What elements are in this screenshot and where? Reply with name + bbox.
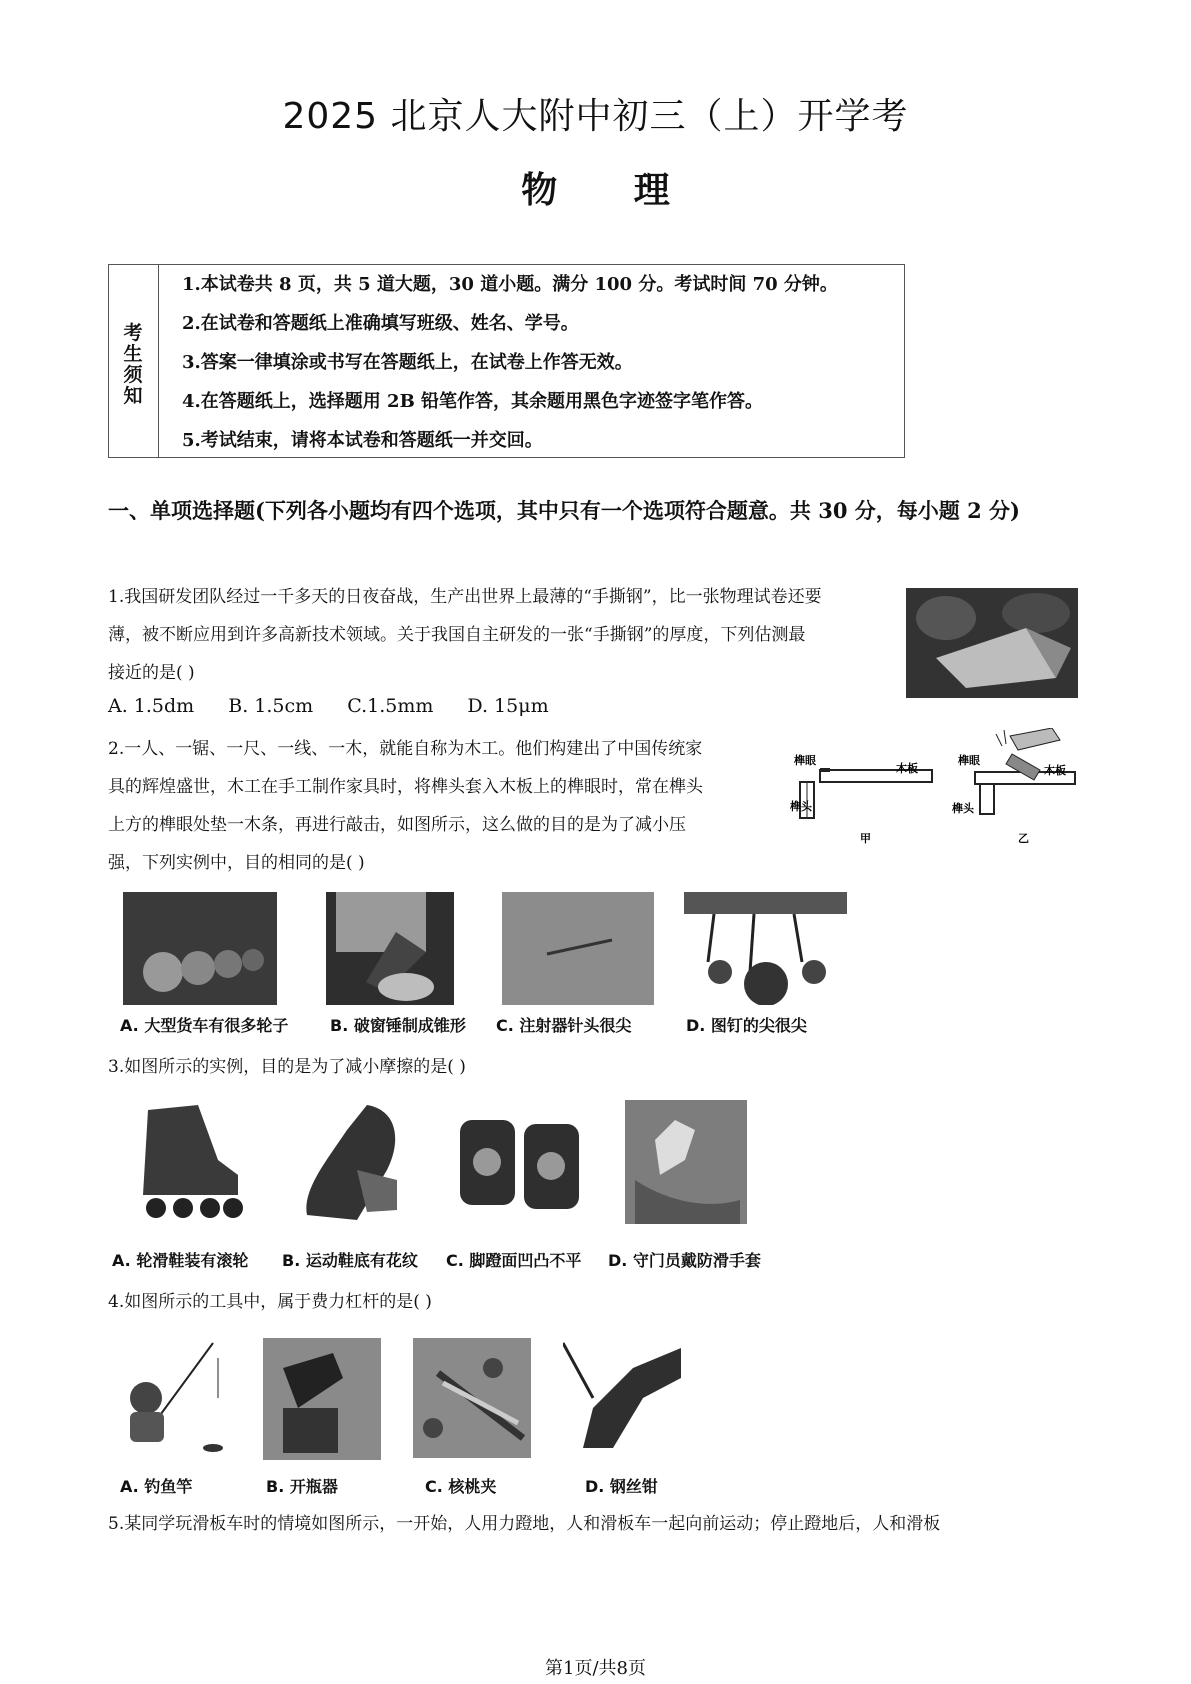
question-4: 4.如图所示的工具中，属于费力杠杆的是( ) [108,1292,432,1312]
label-jia: 甲 [860,832,871,845]
caption-q2-d[interactable]: D. 图钉的尖很尖 [686,1016,807,1035]
option-d[interactable]: D. 15μm [467,695,549,717]
label-mortise: 榫眼 [958,754,980,767]
notice-item: 4.在答题纸上，选择题用 2B 铅笔作答，其余题用黑色字迹签字笔作答。 [182,391,764,412]
caption-q3-c[interactable]: C. 脚蹬面凹凸不平 [446,1251,582,1270]
page-number: 第1页/共8页 [545,1658,646,1679]
label-yi: 乙 [1018,832,1029,845]
caption-q2-b[interactable]: B. 破窗锤制成锥形 [330,1016,466,1035]
label-tenon: 榫头 [952,802,974,815]
question-2-line: 2.一人、一锯、一尺、一线、一木，就能自称为木工。他们构建出了中国传统家 [108,739,703,759]
truck-wheels-photo [123,892,277,1005]
caption-q3-d[interactable]: D. 守门员戴防滑手套 [608,1251,761,1270]
label-board: 木板 [1044,764,1066,777]
notice-side-char: 生 [123,343,143,365]
nutcracker-sketch [413,1338,531,1458]
bottle-opener-photo [263,1338,381,1460]
question-1-options [108,695,577,717]
question-1-line: 1.我国研发团队经过一千多天的日夜奋战，生产出世界上最薄的“手撕钢”，比一张物理试卷还要 [108,587,822,607]
notice-item: 2.在试卷和答题纸上准确填写班级、姓名、学号。 [182,313,579,334]
caption-q2-a[interactable]: A. 大型货车有很多轮子 [120,1016,289,1035]
notice-side-char: 考 [123,322,143,344]
question-2-line: 强，下列实例中，目的相同的是( ) [108,853,365,873]
window-hammer-photo [326,892,454,1005]
roller-skate-photo [128,1100,252,1220]
goalkeeper-gloves-photo [625,1100,747,1224]
option-a[interactable]: A. 1.5dm [108,695,195,717]
caption-q4-a[interactable]: A. 钓鱼竿 [120,1477,193,1496]
syringe-needle-photo [502,892,654,1005]
fishing-rod-photo [118,1338,234,1456]
truck-wheels-sketch [123,892,277,1005]
pliers-photo [563,1338,681,1458]
pliers-sketch [563,1338,681,1458]
window-hammer-sketch [326,892,454,1005]
notice-items [182,269,838,464]
question-2-line: 具的辉煌盛世，木工在手工制作家具时，将榫头套入木板上的榫眼时，常在榫头 [108,777,703,797]
bottle-opener-sketch [263,1338,381,1460]
question-3: 3.如图所示的实例，目的是为了减小摩擦的是( ) [108,1057,466,1077]
steel-foil-sketch [906,588,1078,698]
caption-q4-b[interactable]: B. 开瓶器 [266,1477,338,1496]
sneaker-sole-sketch [297,1100,411,1224]
label-mortise: 榫眼 [794,754,816,767]
goalkeeper-gloves-sketch [625,1100,747,1224]
joinery-figure-jia [790,753,932,845]
caption-q3-b[interactable]: B. 运动鞋底有花纹 [282,1251,418,1270]
joinery-figure-yi [951,728,1075,845]
pedals-sketch [452,1100,587,1220]
caption-q3-a[interactable]: A. 轮滑鞋装有滚轮 [112,1251,249,1270]
thumbtack-photo [684,892,847,1005]
subject-char-2: 理 [633,170,670,211]
question-1-line: 薄，被不断应用到许多高新技术领域。关于我国自主研发的一张“手撕钢”的厚度，下列估测最 [108,625,806,645]
subject-char-1: 物 [521,170,558,211]
option-b[interactable]: B. 1.5cm [228,695,314,717]
question-2-line: 上方的榫眼处垫一木条，再进行敲击，如图所示，这么做的目的是为了减小压 [108,815,686,835]
notice-item: 3.答案一律填涂或书写在答题纸上，在试卷上作答无效。 [182,352,633,373]
caption-q2-c[interactable]: C. 注射器针头很尖 [496,1016,632,1035]
nutcracker-photo [413,1338,531,1458]
joinery-figure [790,728,1090,850]
notice-side-char: 须 [123,364,143,386]
question-1 [108,578,822,692]
subject-title [0,162,1191,213]
exam-notice-box [108,264,905,458]
syringe-needle-sketch [502,892,654,1005]
option-c[interactable]: C.1.5mm [347,695,434,717]
fishing-rod-sketch [118,1338,234,1456]
pedals-photo [452,1100,587,1220]
notice-item: 1.本试卷共 8 页，共 5 道大题，30 道小题。满分 100 分。考试时间 70 分钟。 [182,274,838,295]
roller-skate-sketch [128,1100,252,1220]
section-heading: 一、单项选择题(下列各小题均有四个选项，其中只有一个选项符合题意。共 30 分，每小题 2 分) [108,498,1020,523]
notice-item: 5.考试结束，请将本试卷和答题纸一并交回。 [182,430,543,451]
notice-side-label [109,265,159,457]
notice-side-char: 知 [123,385,143,407]
label-board: 木板 [896,762,918,775]
steel-foil-photo [906,588,1078,698]
thumbtack-sketch [684,892,847,1005]
page-title: 2025 北京人大附中初三（上）开学考 [282,96,909,137]
sneaker-sole-photo [297,1100,411,1224]
question-1-line: 接近的是( ) [108,663,195,683]
caption-q4-c[interactable]: C. 核桃夹 [425,1477,497,1496]
question-5: 5.某同学玩滑板车时的情境如图所示，一开始，人用力蹬地，人和滑板车一起向前运动；停止蹬地后，人和滑板 [108,1514,941,1534]
caption-q4-d[interactable]: D. 钢丝钳 [585,1477,658,1496]
question-2 [108,730,703,882]
label-tenon: 榫头 [790,800,812,813]
